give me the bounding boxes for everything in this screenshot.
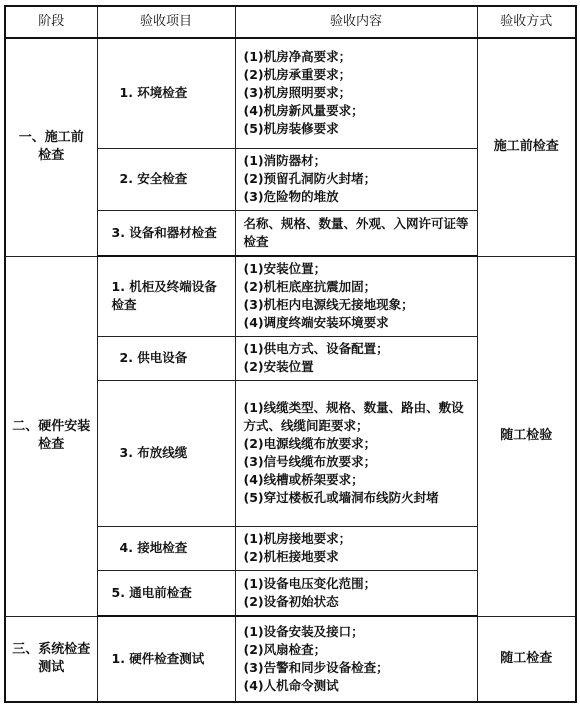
content-line: (2)机房承重要求； [243,67,352,83]
content-line: (2)设备初始状态 [243,593,339,609]
content-line: (1)机房净高要求； [243,49,352,65]
content-line: (2)机柜接地要求 [243,549,339,564]
content-line: (1)线缆类型、规格、数量、路由、敷设方式、线缆间距要求； [243,400,464,433]
content-line: (1)机房接地要求； [243,531,352,546]
content-line: (5)机房装修要求 [243,121,339,137]
item-cell: 2. 安全检查 [97,148,235,210]
header-content: 验收内容 [235,6,477,38]
stage-label: 三、系统检查 [12,641,91,657]
stage-label: 检查 [38,437,65,452]
item-cell: 4. 接地检查 [97,526,235,570]
item-cell: 1. 机柜及终端设备检查 [97,256,235,336]
content-line: (1)安装位置； [243,261,327,277]
content-line: (3)信号线缆布放要求； [243,454,377,469]
item-cell: 1. 环境检查 [97,38,235,148]
content-line: 名称、规格、数量、外观、入网许可证等检查 [243,215,469,249]
content-line: (3)机柜内电源线无接地现象； [243,297,414,313]
content-cell [235,570,477,616]
item-cell: 5. 通电前检查 [97,570,235,616]
content-line: (4)调度终端安装环境要求 [243,315,389,331]
content-line: (5)穿过楼板孔或墙洞布线防火封堵 [243,490,439,505]
table-row [5,256,576,336]
content-line: (1)设备安装及接口； [243,624,364,639]
content-cell [235,38,477,148]
content-line: (2)预留孔洞防火封堵； [243,171,377,186]
content-line: (4)人机命令测试 [243,678,339,693]
item-cell: 3. 布放线缆 [97,380,235,526]
header-method: 验收方式 [477,6,576,38]
content-line: (3)危险物的堆放 [243,189,339,204]
acceptance-table [4,5,577,703]
content-line: (1)消防器材； [243,153,327,168]
stage-cell-1 [5,38,97,256]
table-row [5,38,576,148]
content-line: (2)安装位置 [243,359,314,374]
header-stage: 阶段 [5,6,97,38]
content-cell [235,210,477,256]
content-cell [235,336,477,380]
table-row [5,616,576,702]
content-line: (4)线槽或桥架要求； [243,472,364,487]
header-row [5,6,576,38]
header-item: 验收项目 [97,6,235,38]
content-cell [235,256,477,336]
content-line: (2)机柜底座抗震加固； [243,279,377,295]
stage-label: 二、硬件安装 [12,419,91,434]
method-cell-3: 随工检查 [477,616,576,702]
method-cell-2: 随工检验 [477,256,576,616]
content-line: (3)机房照明要求； [243,85,352,101]
stage-label: 一、施工前 [18,130,84,146]
stage-cell-3 [5,616,97,702]
item-cell: 2. 供电设备 [97,336,235,380]
content-line: (2)电源线缆布放要求； [243,436,377,451]
stage-label: 测试 [38,659,65,675]
content-cell [235,526,477,570]
content-cell [235,616,477,702]
content-line: (1)供电方式、设备配置； [243,341,389,356]
stage-cell-2 [5,256,97,616]
method-cell-1: 施工前检查 [477,38,576,256]
content-cell [235,148,477,210]
content-line: (1)设备电压变化范围； [243,575,377,591]
content-line: (2)风扇检查； [243,642,327,657]
content-cell [235,380,477,526]
item-cell: 1. 硬件检查测试 [97,616,235,702]
stage-label: 检查 [38,148,65,164]
content-line: (4)机房新风量要求； [243,103,364,119]
item-cell: 3. 设备和器材检查 [97,210,235,256]
content-line: (3)告警和同步设备检查； [243,660,389,675]
